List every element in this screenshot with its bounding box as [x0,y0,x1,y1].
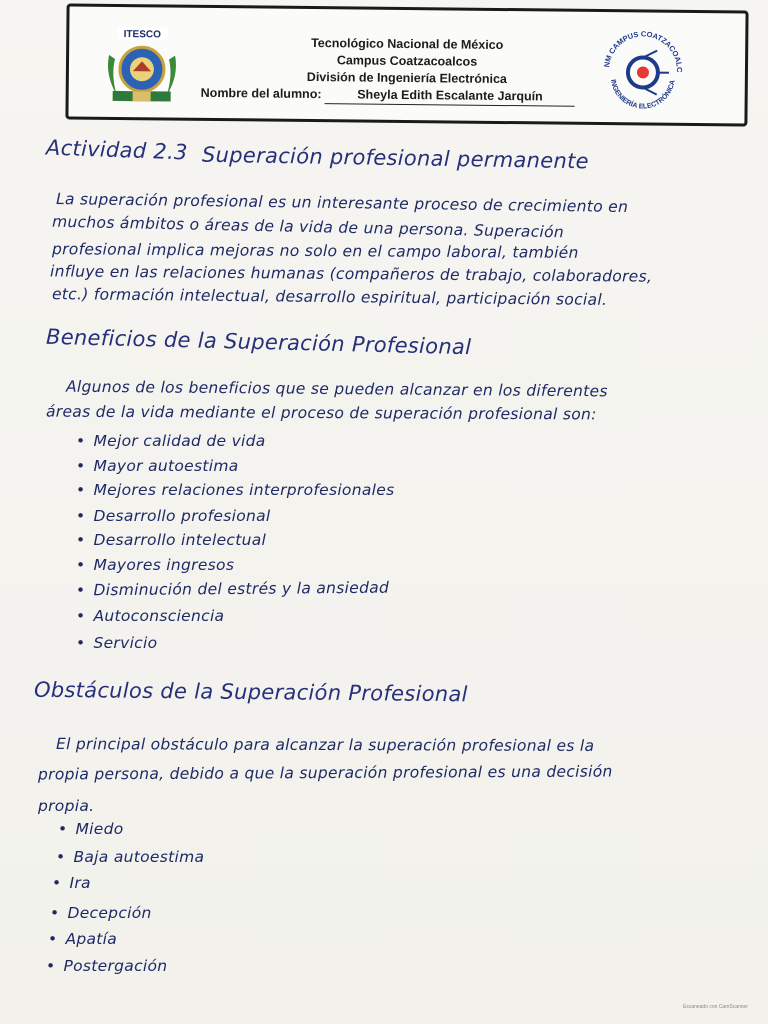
logo-top-text: TECNM CAMPUS COATZACOALCOS [602,29,684,73]
benefits-intro-2: áreas de la vida mediante el proceso de superación profesional son: [45,402,597,424]
obstacle-item: • Decepción [50,902,152,925]
itesco-logo-text: ITESCO [123,29,161,41]
intro-line-3: profesional implica mejoras no solo en el campo laboral, también [51,240,579,262]
svg-text:TECNM CAMPUS COATZACOALCOS [597,26,685,73]
benefit-item: • Desarrollo profesional [76,505,271,528]
svg-text:INGENIERÍA ELECTRÓNICA [609,79,677,111]
activity-number: Actividad 2.3 [45,135,189,165]
scanner-watermark: Escaneado con CamScanner [682,1004,748,1010]
division-name: División de Ingeniería Electrónica [306,69,507,87]
obstacles-intro-3: propia. [38,797,95,815]
benefit-item: • Disminución del estrés y la ansiedad [76,577,389,603]
obstacle-item: • Baja autoestima [56,846,204,869]
header-text [197,34,618,107]
obstacles-intro-1: El principal obstáculo para alcanzar la superación profesional es la [55,735,595,755]
intro-line-1: La superación profesional es un interesante proceso de crecimiento en [55,190,629,216]
benefit-item: • Servicio [76,632,157,655]
benefits-heading: Beneficios de la Superación Profesional [45,324,472,360]
activity-title: Superación profesional permanente [201,142,590,174]
student-name: Sheyla Edith Escalante Jarquín [325,86,575,107]
obstacles-intro-2: propia persona, debido a que la superación profesional es una decisión [37,762,613,784]
benefit-item: • Mejor calidad de vida [76,430,266,453]
benefit-item: • Mayores ingresos [76,554,234,577]
benefits-intro-1: Algunos de los beneficios que se pueden alcanzar en los diferentes [65,377,608,401]
benefit-item: • Mayor autoestima [76,455,239,478]
student-label: Nombre del alumno: [200,85,322,102]
benefit-item: • Autoconsciencia [76,605,224,628]
institute-name: Tecnológico Nacional de México [311,35,504,53]
obstacle-item: • Miedo [58,818,124,841]
logo-bottom-text: INGENIERÍA ELECTRÓNICA [609,79,677,111]
itesco-logo [103,25,182,106]
student-row [197,85,617,107]
intro-line-5: etc.) formación intelectual, desarrollo espiritual, participación social. [51,285,608,309]
header-box [65,3,748,126]
obstacle-item: • Apatía [48,928,117,951]
obstacle-item: • Postergación [46,955,167,978]
intro-line-2: muchos ámbitos o áreas de la vida de una persona. Superación [51,212,565,242]
benefit-item: • Mejores relaciones interprofesionales [76,479,394,502]
campus-name: Campus Coatzacoalcos [336,53,478,69]
intro-line-4: influye en las relaciones humanas (compañeros de trabajo, colaboradores, [49,262,653,286]
benefit-item: • Desarrollo intelectual [76,529,266,552]
obstacles-heading: Obstáculos de la Superación Profesional [33,677,468,707]
electronics-logo [597,26,690,113]
obstacle-item: • Ira [52,872,91,895]
